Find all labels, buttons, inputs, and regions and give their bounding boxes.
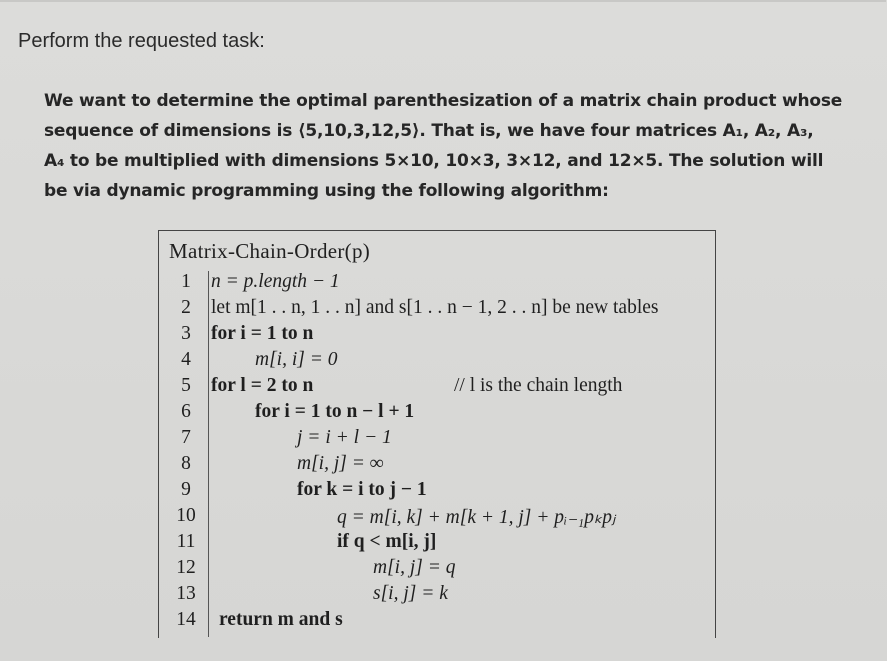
question-line-3: A₄ to be multiplied with dimensions 5×10, 10×3, 3×12, and 12×5. The solution will <box>44 151 824 171</box>
question-line-2: sequence of dimensions is ⟨5,10,3,12,5⟩. That is, we have four matrices A₁, A₂, A₃, <box>44 121 814 141</box>
line-number: 11 <box>176 531 196 552</box>
code-text: if q < m[i, j] <box>337 531 437 552</box>
code-text: q = m[i, k] + m[k + 1, j] + pᵢ₋₁pₖpⱼ <box>337 507 616 528</box>
line-number: 3 <box>181 323 191 344</box>
algorithm-box <box>158 230 716 638</box>
task-prompt: Perform the requested task: <box>18 30 265 52</box>
code-text: m[i, i] = 0 <box>255 349 338 370</box>
question-line-4: be via dynamic programming using the following algorithm: <box>44 181 609 201</box>
line-number: 9 <box>181 479 191 500</box>
code-text: for i = 1 to n <box>211 323 314 344</box>
line-number: 6 <box>181 401 191 422</box>
code-text: for l = 2 to n <box>211 375 314 396</box>
line-number: 14 <box>176 609 196 630</box>
algorithm-title: Matrix-Chain-Order(p) <box>169 239 371 263</box>
question-text <box>44 86 844 206</box>
line-number: 12 <box>176 557 196 578</box>
line-number: 5 <box>181 375 191 396</box>
question-line-1: We want to determine the optimal parenthesization of a matrix chain product whose <box>44 91 843 111</box>
code-text: j = i + l − 1 <box>297 427 392 448</box>
code-text: for k = i to j − 1 <box>297 479 427 500</box>
code-text: m[i, j] = q <box>373 557 456 578</box>
line-number: 7 <box>181 427 191 448</box>
line-number: 10 <box>176 505 196 526</box>
code-text: for i = 1 to n − l + 1 <box>255 401 415 422</box>
line-number: 1 <box>181 271 191 292</box>
code-text: let m[1 . . n, 1 . . n] and s[1 . . n − 1, 2 . . n] be new tables <box>211 297 659 318</box>
code-text: m[i, j] = ∞ <box>297 453 384 474</box>
code-text: n = p.length − 1 <box>211 271 340 292</box>
code-comment: // l is the chain length <box>454 375 623 396</box>
code-text: s[i, j] = k <box>373 583 448 604</box>
line-number: 8 <box>181 453 191 474</box>
line-number: 13 <box>176 583 196 604</box>
line-number: 4 <box>181 349 191 370</box>
line-number: 2 <box>181 297 191 318</box>
code-text: return m and s <box>219 609 343 630</box>
